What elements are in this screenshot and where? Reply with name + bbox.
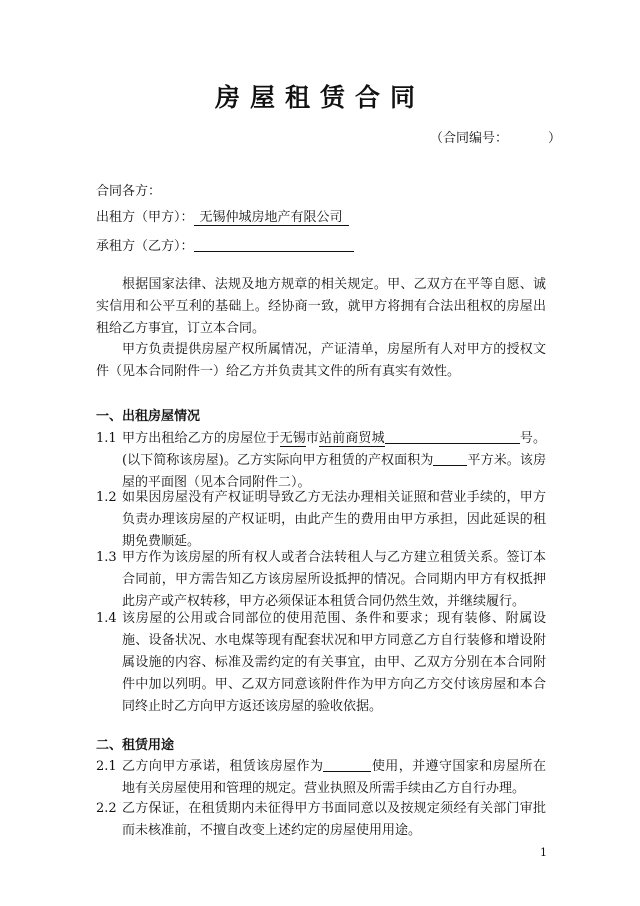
area-blank bbox=[433, 451, 467, 466]
clause-1-1: 1.1 甲方出租给乙方的房屋位于无锡市站前商贸城 号。(以下简称该房屋)。乙方实际向甲方租赁的产权面积为 平方米。该房屋的平面图（见本合同附件二）。 bbox=[96, 428, 546, 494]
section-1-title: 一、出租房屋情况 bbox=[96, 409, 201, 424]
lessor-name: 无锡仲城房地产有限公司 bbox=[194, 210, 349, 226]
lessor-label: 出租方（甲方）： bbox=[96, 210, 194, 225]
document-title: 房屋租赁合同 bbox=[214, 83, 425, 112]
location-value: 站前商贸城 bbox=[319, 431, 385, 446]
clause-1-2: 1.2 如果因房屋没有产权证明导致乙方无法办理相关证照和营业手续的，甲方负责办理该房屋的产权证明，由此产生的费用由甲方承担，因此延误的租期免费顺延。 bbox=[96, 490, 546, 549]
contract-number bbox=[430, 127, 561, 146]
intro-paragraph-1: 根据国家法律、法规及地方规章的相关规定。甲、乙双方在平等自愿、诚实信用和公平互利的基础上。经协商一致，就甲方将拥有合法出租权的房屋出租给乙方事宜，订立本合同。 bbox=[96, 277, 546, 336]
clause-2-2: 2.2 乙方保证，在租赁期内未征得甲方书面同意以及按规定须经有关部门审批而未核准前，不擅自改变上述约定的房屋使用用途。 bbox=[96, 801, 546, 838]
address-blank bbox=[385, 429, 520, 444]
section-2-title: 二、租赁用途 bbox=[96, 738, 175, 753]
city-value: 无锡 bbox=[279, 431, 306, 446]
clause-1-4: 1.4 该房屋的公用或合同部位的使用范围、条件和要求；现有装修、附属设施、设备状况、水电煤等现有配套状况和甲方同意乙方自行装修和增设附属设施的内容、标准及需约定的有关事宜，由甲、乙双方分别在本合同附件中加以列明。甲、乙双方同意该附件作为甲方向乙方交付该房屋和本合同终止时乙方向甲方返还该房屋的验收依据。 bbox=[96, 611, 546, 714]
usage-blank bbox=[323, 757, 371, 772]
clause-2-1: 2.1 乙方向甲方承诺，租赁该房屋作为 使用，并遵守国家和房屋所在地有关房屋使用和管理的规定。营业执照及所需手续由乙方自行办理。 bbox=[96, 759, 546, 796]
contract-number-label: （合同编号： bbox=[430, 131, 509, 146]
lessee-name-blank bbox=[194, 237, 354, 252]
lessee-label: 承租方（乙方）： bbox=[96, 239, 194, 254]
parties-label: 合同各方： bbox=[96, 184, 162, 199]
page-number: 1 bbox=[540, 846, 547, 859]
clause-number: 1.1 bbox=[96, 431, 117, 446]
clause-1-3: 1.3 甲方作为该房屋的所有权人或者合法转租人与乙方建立租赁关系。签订本合同前，甲方需告知乙方该房屋所设抵押的情况。合同期内甲方有权抵押此房产或产权转移，甲方必须保证本租赁合同仍然生效，并继续履行。 bbox=[96, 550, 546, 609]
lessee-line bbox=[96, 235, 354, 254]
contract-number-close: ） bbox=[548, 131, 562, 146]
intro-paragraph-2: 甲方负责提供房屋产权所属情况，产证清单，房屋所有人对甲方的授权文件（见本合同附件一）给乙方并负责其文件的所有真实有效性。 bbox=[96, 342, 546, 379]
lessor-line bbox=[96, 206, 349, 226]
